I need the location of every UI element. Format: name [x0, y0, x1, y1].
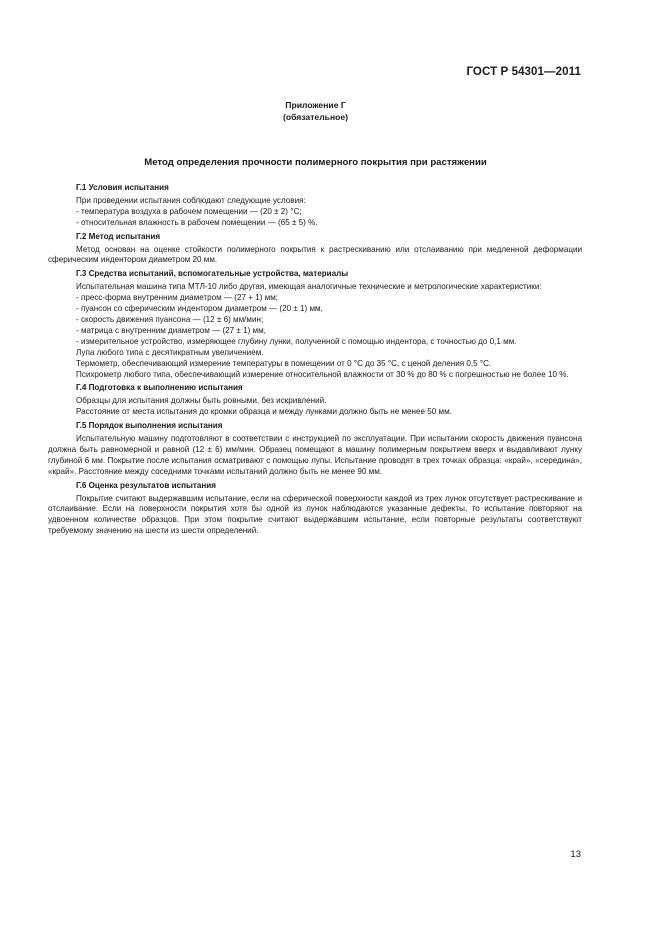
list-item: - измерительное устройство, измеряющее глубину лунки, полученной с помощью индентора, с точностью до 0,1 мм.: [76, 336, 517, 346]
paragraph: При проведении испытания соблюдают следующие условия:: [76, 195, 306, 205]
annex-title: Приложение Г: [285, 100, 346, 110]
annex-status: (обязательное): [282, 112, 349, 122]
paragraph: Образцы для испытания должны быть ровными, без искривлений.: [76, 396, 327, 406]
section-heading-g5: Г.5 Порядок выполнения испытания: [76, 421, 223, 431]
paragraph: Испытательная машина типа МТЛ-10 либо другая, имеющая аналогичные технические и метрологические характеристики:: [76, 282, 542, 292]
document-body: [48, 183, 582, 537]
standard-code: ГОСТ Р 54301—2011: [466, 66, 581, 78]
paragraph: Покрытие считают выдержавшим испытание, если на сферической поверхности каждой из трех лунок отсутствует растрескивание и отслаивание. Если на поверхности покрытия хотя бы одной из лунок наблюдаются указанные дефекты, то испытание повторяют на удвоенном количестве образцов. При этом покрытие считают выдержавшим испытание, если повторные результаты соответствуют требуемому значению на шести из шести определений.: [48, 493, 582, 536]
paragraph: Расстояние от места испытания до кромки образца и между лунками должно быть не менее 50 мм.: [76, 407, 452, 417]
section-heading-g6: Г.6 Оценка результатов испытания: [76, 480, 216, 490]
section-heading-g2: Г.2 Метод испытания: [76, 231, 161, 241]
annex-heading: [0, 99, 631, 123]
list-item: - пуансон со сферическим индентором диаметром — (20 ± 1) мм,: [76, 304, 323, 314]
list-item: - пресс-форма внутренним диаметром — (27 + 1) мм;: [76, 293, 279, 303]
page-number: 13: [570, 849, 581, 860]
section-heading-g1: Г.1 Условия испытания: [76, 183, 169, 192]
section-heading-g4: Г.4 Подготовка к выполнению испытания: [76, 383, 243, 393]
list-item: - температура воздуха в рабочем помещении — (20 ± 2) °С;: [76, 206, 302, 216]
section-heading-g3: Г.3 Средства испытаний, вспомогательные устройства, материалы: [76, 269, 349, 279]
paragraph: Лупа любого типа с десятикратным увеличением.: [76, 347, 264, 357]
paragraph: Психрометр любого типа, обеспечивающий измерение относительной влажности от 30 % до 80 % с погрешностью не более 10 %.: [76, 369, 569, 379]
list-item: - скорость движения пуансона — (12 ± 6) мм/мин;: [76, 314, 264, 324]
document-title: Метод определения прочности полимерного покрытия при растяжении: [144, 157, 487, 168]
paragraph: Метод основан на оценке стойкости полимерного покрытия к растрескиванию или отслаиванию при медленной деформации сферическим индентором диаметром 20 мм.: [48, 244, 582, 265]
list-item: - относительная влажность в рабочем помещении — (65 ± 5) %.: [76, 217, 318, 227]
list-item: - матрица с внутренним диаметром — (27 ± 1) мм,: [76, 325, 266, 335]
paragraph: Термометр, обеспечивающий измерение температуры в помещении от 0 °С до 35 °С, с ценой деления 0,5 °С.: [76, 358, 492, 368]
paragraph: Испытательную машину подготовляют в соответствии с инструкцией по эксплуатации. При испытании скорость движения пуансона должна быть равномерной и равной (12 ± 6) мм/мин. Образец помещают в машину полимерным покрытием вверх и выдавливают лунку глубиной 6 мм. Покрытие после испытания осматривают с помощью лупы. Испытание проводят в трех точках образца: «край», «середина», «край». Расстояние между соседними точками испытаний должно быть не менее 90 мм.: [48, 434, 582, 476]
